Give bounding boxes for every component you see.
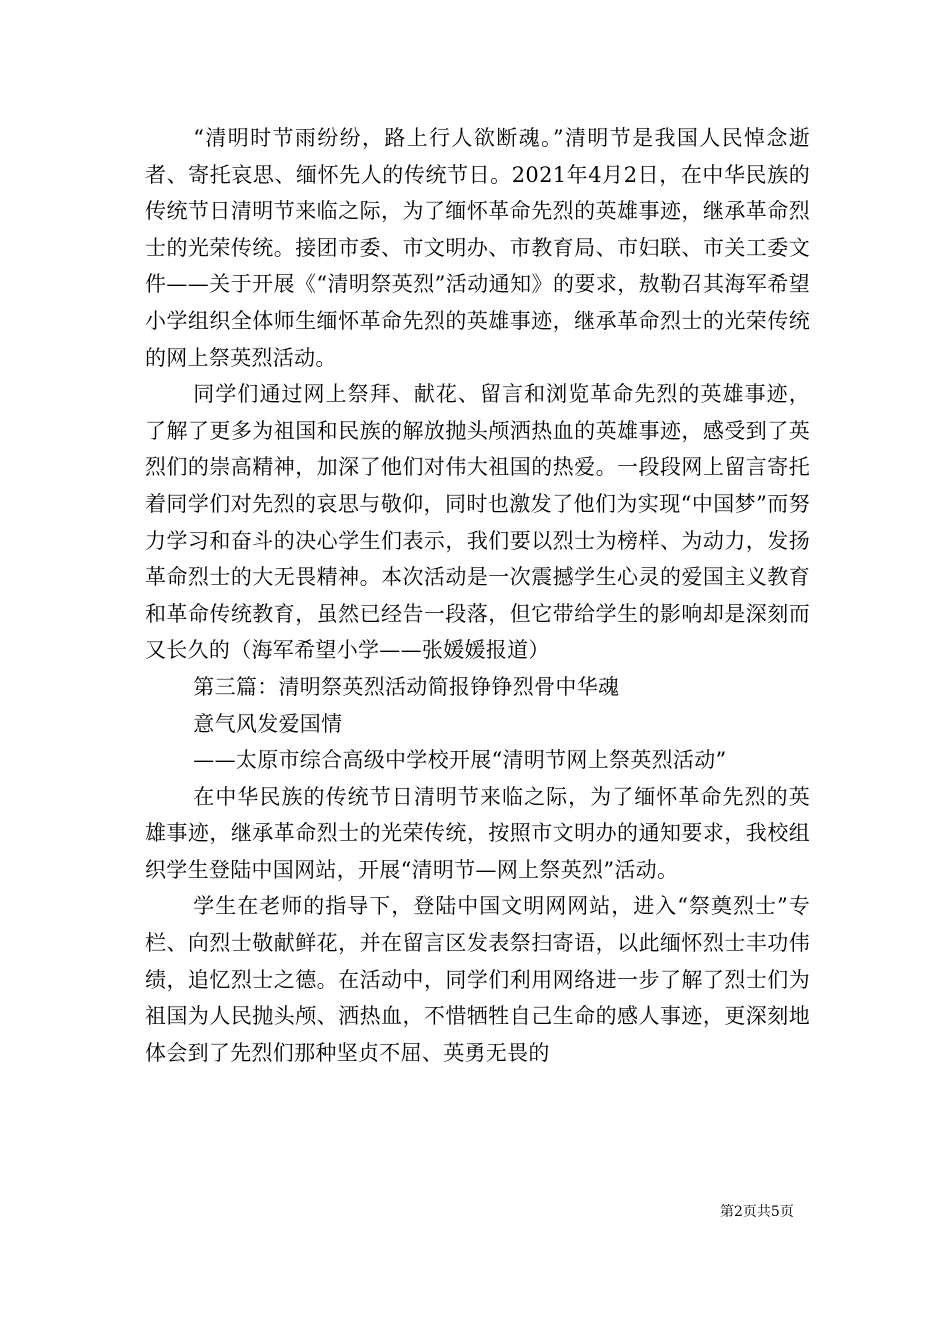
section-subtitle: 意气风发爱国情	[193, 711, 343, 736]
section-title: 第三篇：清明祭英烈活动简报铮铮烈骨中华魂	[193, 674, 620, 699]
section-byline: ——太原市综合高级中学校开展“清明节网上祭英烈活动”	[193, 748, 727, 773]
paragraph-school-activity: 在中华民族的传统节日清明节来临之际，为了缅怀革命先烈的英雄事迹，继承革命烈士的光荣传统，按照市文明办的通知要求，我校组织学生登陆中国网站，开展“清明节—网上祭英烈”活动。	[145, 784, 810, 882]
paragraph-students-activity: 同学们通过网上祭拜、献花、留言和浏览革命先烈的英雄事迹，了解了更多为祖国和民族的解放抛头颅洒热血的英雄事迹，感受到了英烈们的崇高精神，加深了他们对伟大祖国的热爱。一段段网上留言寄托着同学们对先烈的哀思与敬仰，同时也激发了他们为实现“中国梦”而努力学习和奋斗的决心学生们表示，我们要以烈士为榜样、为动力，发扬革命烈士的大无畏精神。本次活动是一次震撼学生心灵的爱国主义教育和革命传统教育，虽然已经告一段落，但它带给学生的影响却是深刻而又长久的（海军希望小学——张媛媛报道）	[145, 382, 810, 663]
paragraph-intro: “清明时节雨纷纷，路上行人欲断魂。”清明节是我国人民悼念逝者、寄托哀思、缅怀先人的传统节日。2021年4月2日，在中华民族的传统节日清明节来临之际，为了缅怀革命先烈的英雄事迹，继承革命烈士的光荣传统。接团市委、市文明办、市教育局、市妇联、市关工委文件——关于开展《“清明祭英烈”活动通知》的要求，敖勒召其海军希望小学组织全体师生缅怀革命先烈的英雄事迹，继承革命烈士的光荣传统的网上祭英烈活动。	[145, 126, 810, 370]
document-page	[145, 120, 810, 1200]
page-number: 第2页共5页	[720, 1204, 794, 1220]
paragraph-online-tribute: 学生在老师的指导下，登陆中国文明网网站，进入“祭奠烈士”专栏、向烈士敬献鲜花，并在留言区发表祭扫寄语，以此缅怀烈士丰功伟绩，追忆烈士之德。在活动中，同学们利用网络进一步了解了烈士们为祖国为人民抛头颅、洒热血，不惜牺牲自己生命的感人事迹，更深刻地体会到了先烈们那种坚贞不屈、英勇无畏的	[145, 894, 810, 1065]
